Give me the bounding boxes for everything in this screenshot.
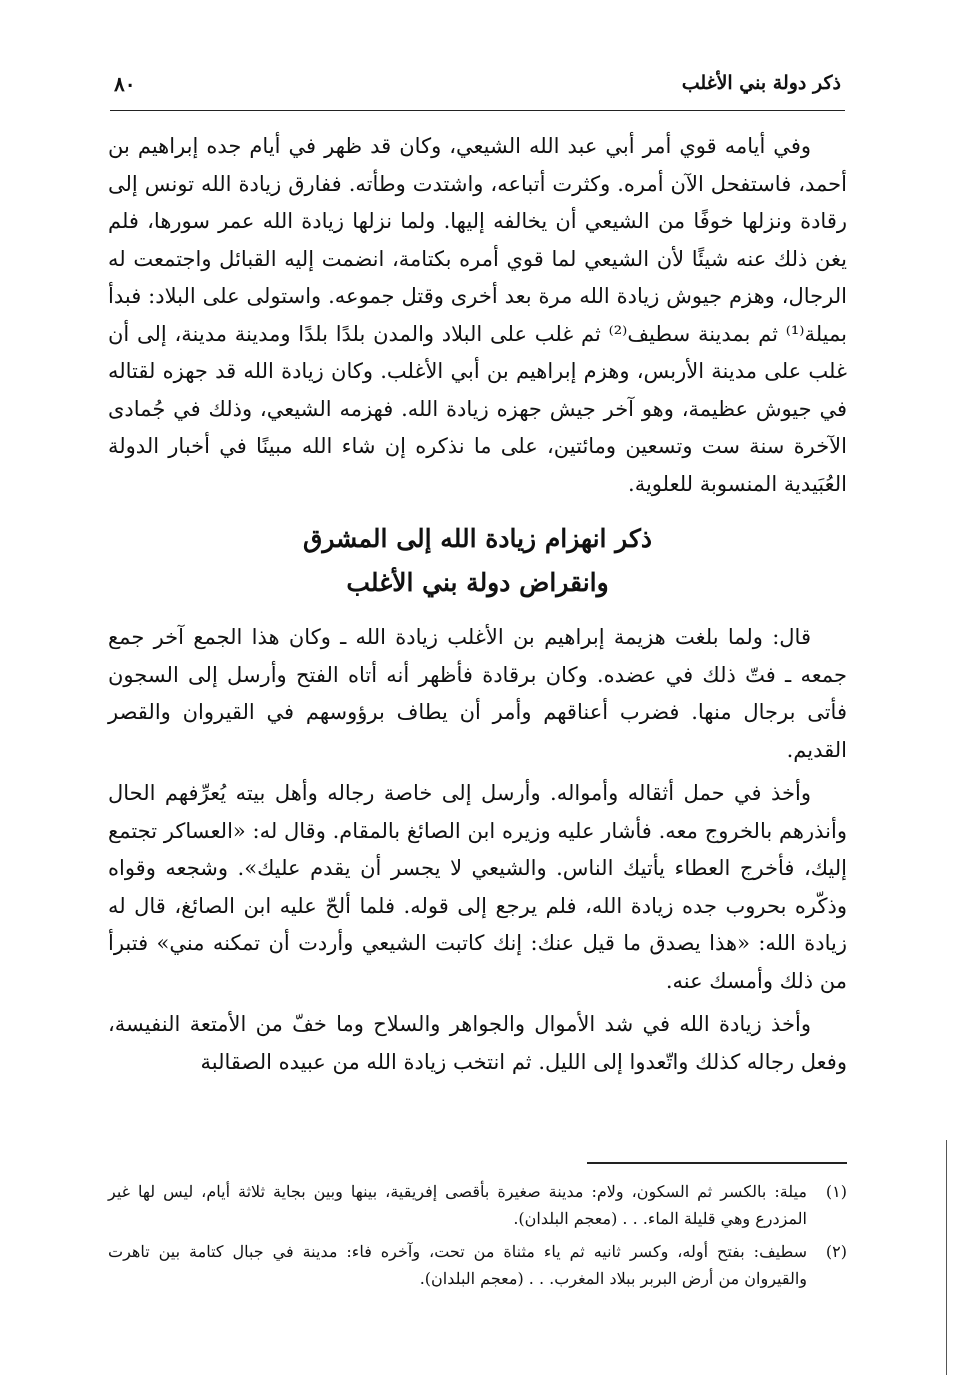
section-heading-line-1: ذكر انهزام زيادة الله إلى المشرق xyxy=(302,524,653,553)
footnote-divider xyxy=(587,1162,847,1164)
section-heading xyxy=(108,517,847,605)
running-header xyxy=(110,70,845,111)
paragraph: وأخذ زيادة الله في شد الأموال والجواهر والسلاح وما خفّ من الأمتعة النفيسة، وفعل رجاله كذلك واتّعدوا إلى الليل. ثم انتخب زيادة الله من عبيده الصقالبة xyxy=(108,1012,847,1074)
footnote-marker: (٢) xyxy=(825,1241,847,1261)
footnote xyxy=(108,1178,847,1232)
section-heading-line-2: وانقراض دولة بني الأغلب xyxy=(346,568,609,597)
paragraph: وأخذ في حمل أثقاله وأمواله. وأرسل إلى خاصة رجاله وأهل بيته يُعرِّفهم الحال وأنذرهم بالخروج معه. فأشار عليه وزيره ابن الصائغ بالمقام. وقال له: «العساكر تجتمع إليك، فأخرج العطاء يأتيك الناس. والشيعي لا يجسر أن يقدم عليك». وشجعه وقواه وذكّره بحروب جده زيادة الله، فلم يرجع إلى قوله. فلما ألحّ عليه ابن الصائغ، قال له زيادة الله: «هذا يصدق ما قيل عنك: إنك كاتبت الشيعي وأردت أن تمكنه مني» فتبرأ من ذلك وأمسك عنه. xyxy=(108,781,847,993)
page-number: ٨٠ xyxy=(114,72,136,96)
scan-edge-line xyxy=(946,1140,947,1375)
footnote-text: سطيف: بفتح أوله، وكسر ثانيه ثم ياء مثناة من تحت، وآخره فاء: مدينة في جبال كتامة بين تاهرت والقيروان من أرض البربر ببلاد المغرب. . . (معجم البلدان). xyxy=(108,1241,807,1288)
paragraph: قال: ولما بلغت هزيمة إبراهيم بن الأغلب زيادة الله ـ وكان هذا الجمع آخر جمع جمعه ـ فتّ ذلك في عضده. وكان برقادة فأظهر أنه أتاه الفتح وأرسل إلى السجون فأتى برجال منها. فضرب أعناقهم وأمر أن يطاف برؤوسهم في القيروان والقصر القديم. xyxy=(108,625,847,762)
chapter-title: ذكر دولة بني الأغلب xyxy=(681,72,841,94)
footnote-text: ميلة: بالكسر ثم السكون، ولام: مدينة صغيرة بأقصى إفريقية، بينها وبين بجاية ثلاثة أيام، ليس لها غير المزدرع وهي قليلة الماء. . . (معجم البلدان). xyxy=(108,1181,807,1228)
footnote xyxy=(108,1238,847,1292)
main-text xyxy=(108,128,847,1081)
footnotes xyxy=(108,1162,847,1298)
footnote-marker: (١) xyxy=(825,1181,847,1201)
paragraph: وفي أيامه قوي أمر أبي عبد الله الشيعي، وكان قد ظهر في أيام جده إبراهيم بن أحمد، فاستفحل الآن أمره. وكثرت أتباعه، واشتدت وطأته. ففارق زيادة الله تونس إلى رقادة ونزلها خوفًا من الشيعي أن يخالفه إليها. ولما نزلها زيادة الله عمر سورها، فلم يغن ذلك عنه شيئًا لأن الشيعي لما قوي أمره بكتامة، انضمت إليه القبائل واجتمعت له الرجال، وهزم جيوش زيادة الله مرة بعد أخرى وقتل جموعه. واستولى على البلاد: فبدأ بميلة⁽¹⁾ ثم بمدينة سطيف⁽²⁾ ثم غلب على البلاد والمدن بلدًا بلدًا ومدينة مدينة، إلى أن غلب على مدينة الأربس، وهزم إبراهيم بن أبي الأغلب. وكان زيادة الله قد جهزه لقتاله في جيوش عظيمة، وهو آخر جيش جهزه زيادة الله. فهزمه الشيعي، وذلك في جُمادى الآخرة سنة ست وتسعين ومائتين، على ما نذكره إن شاء الله مبينًا في أخبار الدولة العُبَيدية المنسوبة للعلوية. xyxy=(108,134,847,496)
